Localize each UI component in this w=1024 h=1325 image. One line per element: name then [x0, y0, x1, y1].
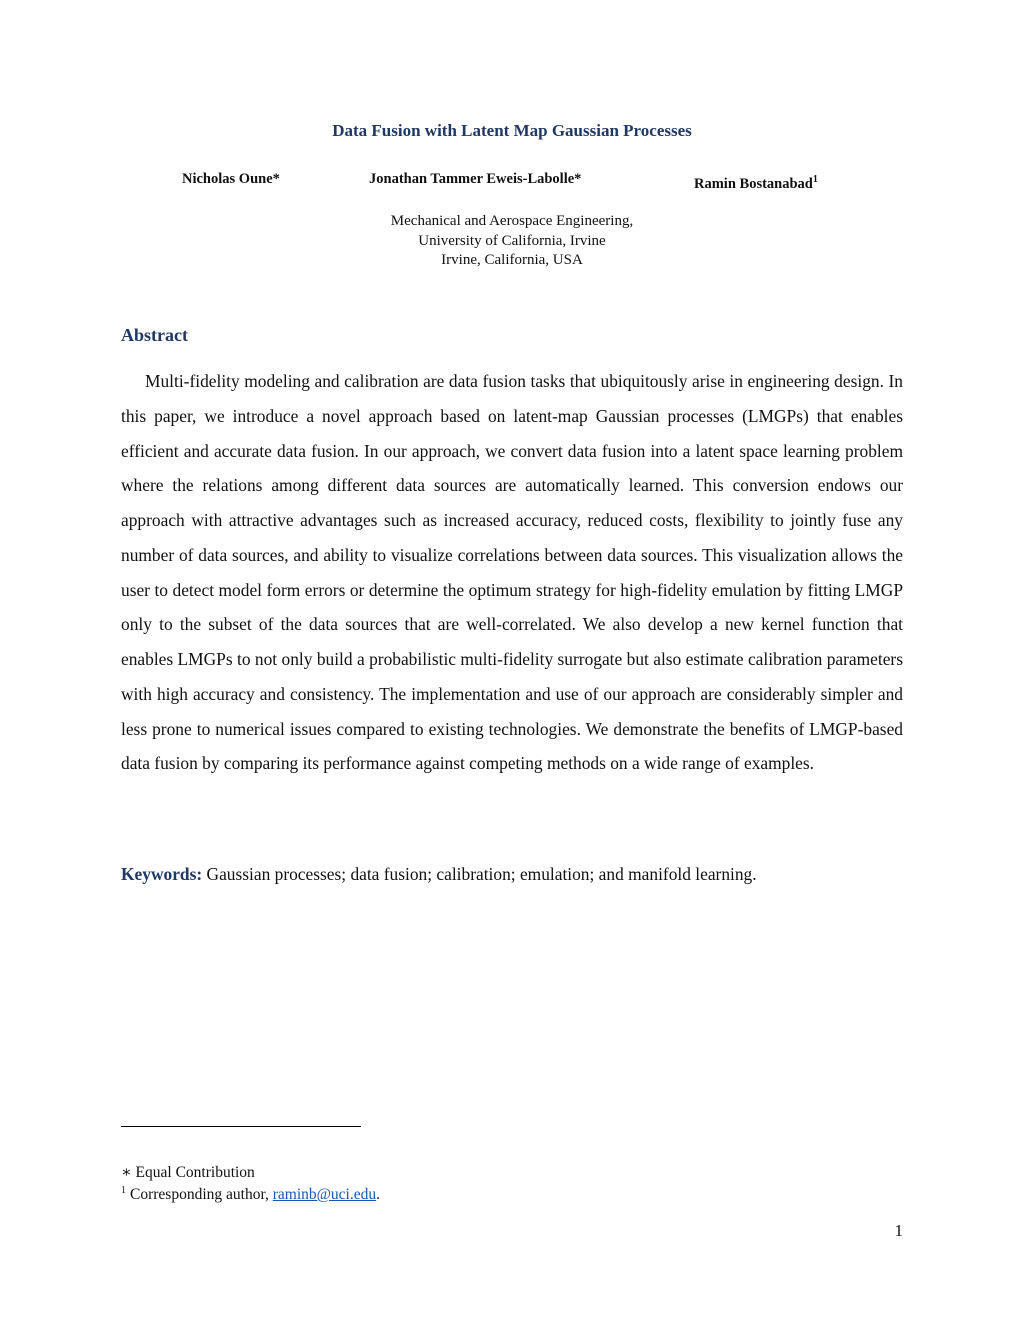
keywords-text: Gaussian processes; data fusion; calibration; emulation; and manifold learning. [206, 864, 757, 884]
abstract-heading: Abstract [121, 325, 188, 345]
asterisk-mark: ∗ [121, 1164, 132, 1181]
affiliation [0, 212, 1024, 271]
footnote-period: . [376, 1186, 380, 1203]
paper-title: Data Fusion with Latent Map Gaussian Processes [332, 121, 692, 140]
author-superscript: 1 [812, 174, 818, 185]
email-link[interactable]: raminb@uci.edu [272, 1186, 377, 1203]
page-number: 1 [894, 1221, 903, 1240]
abstract-body: Multi-fidelity modeling and calibration are data fusion tasks that ubiquitously arise in engineering design. In this paper, we introduce a novel approach based on latent-map Gaussian processes (LMGPs) that enables efficient and accurate data fusion. In our approach, we convert data fusion into a latent space learning problem where the relations among different data sources are automatically learned. This conversion endows our approach with attractive advantages such as increased accuracy, reduced costs, flexibility to jointly fuse any number of data sources, and ability to visualize correlations between data sources. This visualization allows the user to detect model form errors or determine the optimum strategy for high-fidelity emulation by fitting LMGP only to the subset of the data sources that are well-correlated. We also develop a new kernel function that enables LMGPs to not only build a probabilistic multi-fidelity surrogate but also estimate calibration parameters with high accuracy and consistency. The implementation and use of our approach are considerably simpler and less prone to numerical issues compared to existing technologies. We demonstrate the benefits of LMGP-based data fusion by comparing its performance against competing methods on a wide range of examples. [121, 371, 903, 774]
footnote-text: Equal Contribution [135, 1164, 255, 1181]
author-1 [182, 171, 280, 188]
keywords-label: Keywords: [121, 864, 203, 884]
footnote-text: Corresponding author, [130, 1186, 273, 1203]
affiliation-line: Irvine, California, USA [441, 252, 583, 268]
keywords [121, 864, 903, 885]
author-2 [369, 171, 581, 188]
footnote-divider [121, 1126, 361, 1127]
author-3 [694, 174, 818, 193]
footnote-corresponding-author [121, 1185, 380, 1204]
author-name: Jonathan Tammer Eweis-Labolle* [369, 171, 582, 187]
footnote-equal-contribution [121, 1163, 255, 1182]
author-name: Ramin Bostanabad [694, 175, 813, 192]
footnote-superscript: 1 [121, 1185, 126, 1196]
author-name: Nicholas Oune* [182, 171, 280, 187]
affiliation-line: Mechanical and Aerospace Engineering, [390, 213, 634, 229]
affiliation-line: University of California, Irvine [418, 232, 606, 249]
